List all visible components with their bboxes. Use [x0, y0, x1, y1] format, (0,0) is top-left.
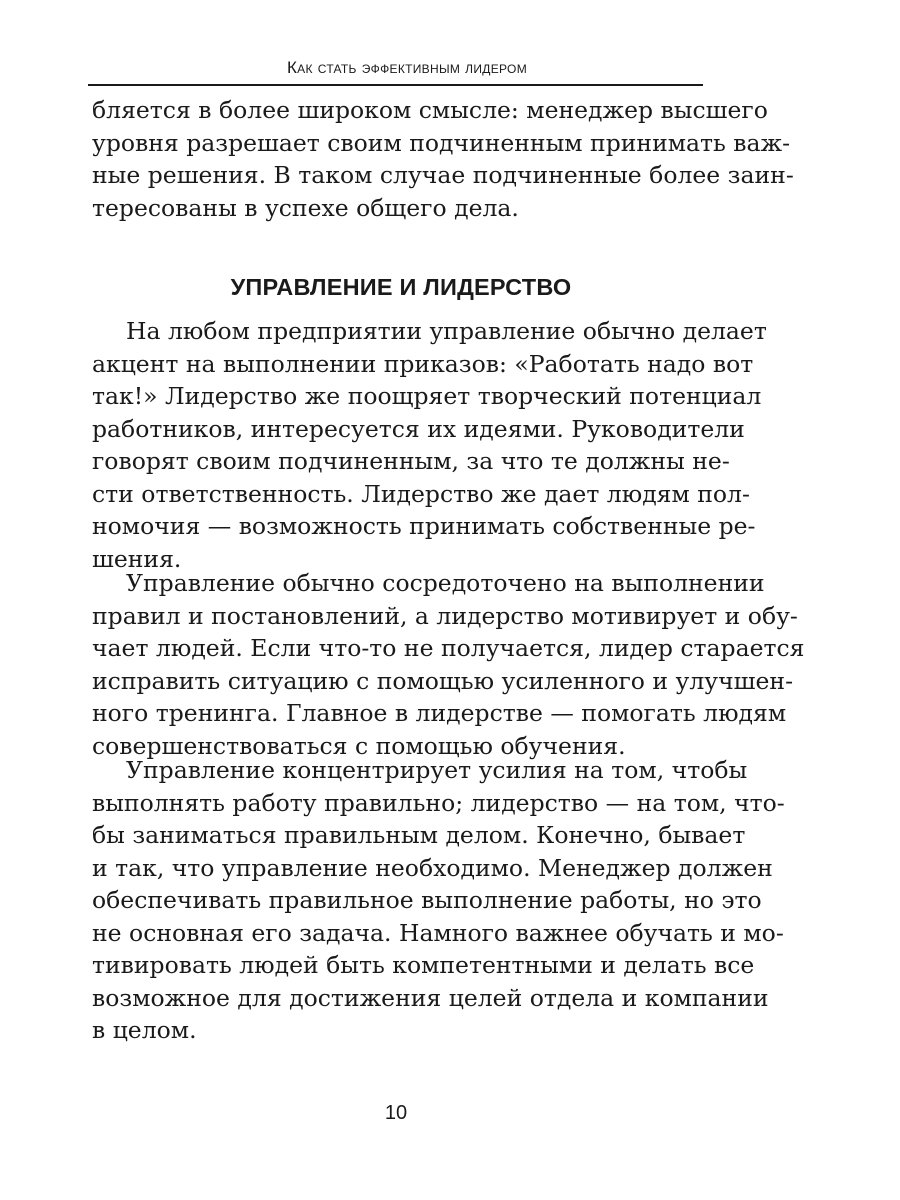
text-line: ного тренинга. Главное в лидерстве — помогать людям: [92, 699, 787, 727]
paragraph-continued: [92, 94, 794, 224]
text-line: уровня разрешает своим подчиненным принимать важ-: [92, 128, 791, 157]
running-header: [88, 58, 703, 86]
text-line: и так, что управление необходимо. Менеджер должен: [92, 853, 773, 882]
page-number: 10: [384, 1102, 408, 1124]
paragraph: [92, 754, 785, 1047]
text-line: бляется в более широком смысле: менеджер высшего: [92, 96, 768, 124]
text-line: бы заниматься правильным делом. Конечно, бывает: [92, 821, 746, 849]
paragraph: [92, 567, 805, 762]
text-line: так!» Лидерство же поощряет творческий потенциал: [92, 382, 762, 410]
text-line: Управление обычно сосредоточено на выполнении: [126, 569, 765, 597]
text-line: не основная его задача. Намного важнее обучать и мо-: [92, 918, 784, 947]
text-line: тивировать людей быть компетентными и делать все: [92, 951, 755, 979]
text-line: исправить ситуацию с помощью усиленного и улучшен-: [92, 666, 794, 695]
text-line: правил и постановлений, а лидерство мотивирует и обу-: [92, 601, 798, 630]
text-line: Управление концентрирует усилия на том, чтобы: [126, 756, 748, 784]
text-line: обеспечивать правильное выполнение работы, но это: [92, 886, 762, 914]
section-heading: УПРАВЛЕНИЕ И ЛИДЕРСТВО: [230, 274, 572, 300]
running-header-title: Как стать эффективным лидером: [286, 58, 527, 77]
text-line: тересованы в успехе общего дела.: [92, 193, 519, 222]
text-line: шения.: [92, 544, 182, 573]
text-line: акцент на выполнении приказов: «Работать надо вот: [92, 349, 754, 378]
text-line: На любом предприятии управление обычно делает: [126, 317, 767, 345]
text-line: работников, интересуется их идеями. Руководители: [92, 414, 745, 443]
text-line: чает людей. Если что-то не получается, лидер старается: [92, 634, 805, 662]
text-line: совершенствоваться с помощью обучения.: [92, 731, 626, 760]
text-line: возможное для достижения целей отдела и компании: [92, 983, 769, 1012]
text-line: номочия — возможность принимать собственные ре-: [92, 512, 756, 540]
text-line: в целом.: [92, 1016, 197, 1044]
text-line: сти ответственность. Лидерство же дает людям пол-: [92, 479, 750, 508]
text-line: говорят своим подчиненным, за что те должны не-: [92, 447, 730, 475]
text-line: выполнять работу правильно; лидерство — на том, что-: [92, 788, 785, 817]
text-line: ные решения. В таком случае подчиненные более заин-: [92, 161, 794, 189]
paragraph: [92, 315, 767, 575]
